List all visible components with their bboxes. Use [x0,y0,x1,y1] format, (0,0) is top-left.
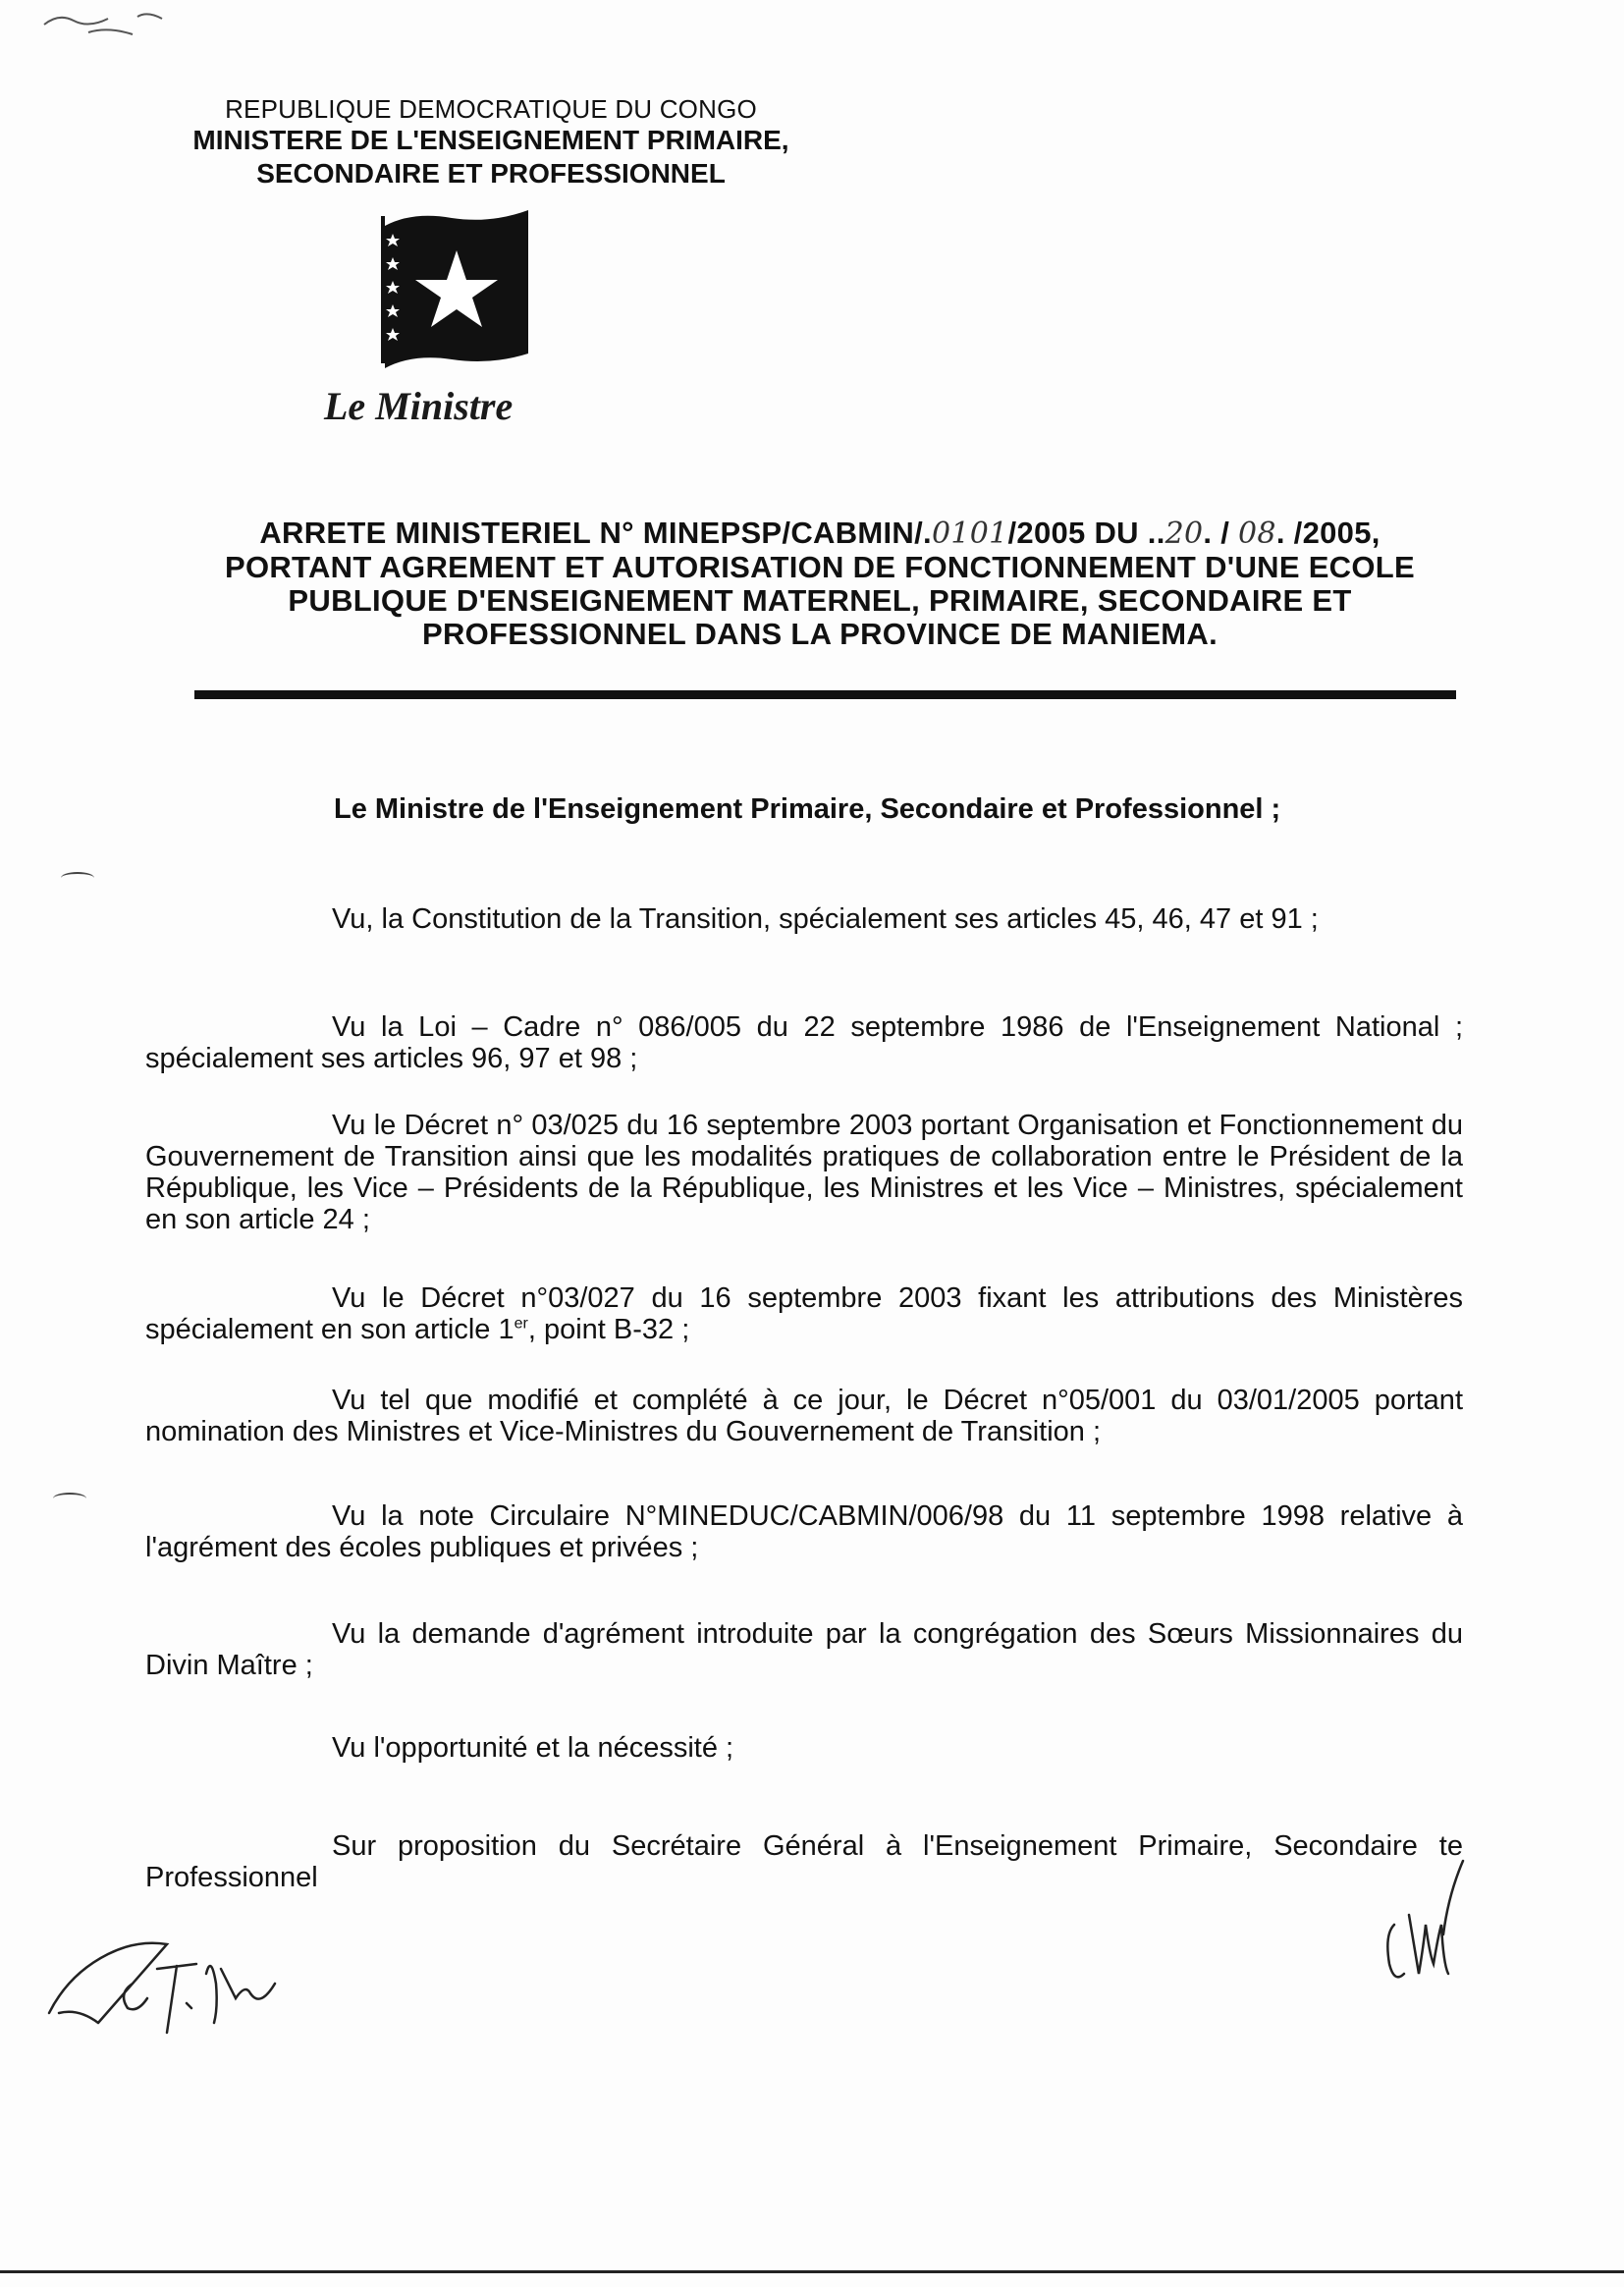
initials-signature-right [1365,1856,1483,2003]
paragraph-2: Vu la Loi – Cadre n° 086/005 du 22 septembre 1986 de l'Enseignement National ; spécialement ses articles 96, 97 et 98 ; [145,1011,1463,1074]
letterhead [147,94,835,191]
ministry-name-line2: SECONDAIRE ET PROFESSIONNEL [256,158,726,189]
page-bottom-edge [0,2270,1624,2273]
margin-mark [53,1493,86,1504]
initials-signature-left [39,1915,295,2042]
decree-title-line4: PROFESSIONNEL DANS LA PROVINCE DE MANIEMA. [421,617,1218,651]
paragraph-6: Vu la note Circulaire N°MINEDUC/CABMIN/006/98 du 11 septembre 1998 relative à l'agrément des écoles publiques et privées ; [145,1500,1463,1563]
paragraph-5: Vu tel que modifié et complété à ce jour, le Décret n°05/001 du 03/01/2005 portant nomination des Ministres et Vice-Ministres du Gouvernement de Transition ; [145,1385,1463,1447]
decree-title-line3: PUBLIQUE D'ENSEIGNEMENT MATERNEL, PRIMAIRE, SECONDAIRE ET [288,583,1352,618]
handwritten-date-day: 20 [1164,517,1204,551]
flag-emblem-icon [373,206,540,373]
intro-line: Le Ministre de l'Enseignement Primaire, Secondaire et Professionnel ; [334,793,1281,825]
handwritten-date-month: 08 [1238,517,1276,551]
paragraph-3: Vu le Décret n° 03/025 du 16 septembre 2003 portant Organisation et Fonctionnement du Gouvernement de Transition ainsi que les modalités pratiques de collaboration entre le Président de la République, les Vice – Présidents de la République, les Ministres et les Vice – Ministres, spécialement en son article 24 ; [145,1110,1463,1235]
paragraph-7: Vu la demande d'agrément introduite par la congrégation des Sœurs Missionnaires du Divin Maître ; [145,1618,1463,1681]
paragraph-9: Sur proposition du Secrétaire Général à l'Enseignement Primaire, Secondaire te Professionnel [145,1830,1463,1893]
handwritten-decree-number: 0101 [931,517,1008,551]
paragraph-4: Vu le Décret n°03/027 du 16 septembre 2003 fixant les attributions des Ministères spécialement en son article 1er, point B-32 ; [145,1282,1463,1345]
decree-title [147,517,1492,651]
paragraph-8: Vu l'opportunité et la nécessité ; [332,1732,734,1764]
signatory-title: Le Ministre [324,384,514,428]
title-underline [194,690,1456,699]
decree-title-line2: PORTANT AGREMENT ET AUTORISATION DE FONCTIONNEMENT D'UNE ECOLE [224,550,1415,584]
republic-name: REPUBLIQUE DEMOCRATIQUE DU CONGO [225,94,757,124]
margin-mark [61,872,94,884]
decree-title-line1: ARRETE MINISTERIEL N° MINEPSP/CABMIN/.0101/2005 DU ..20. / 08. /2005, [259,516,1380,551]
paragraph-1: Vu, la Constitution de la Transition, spécialement ses articles 45, 46, 47 et 91 ; [332,903,1319,935]
ministry-name-line1: MINISTERE DE L'ENSEIGNEMENT PRIMAIRE, [192,125,789,155]
top-scribble-mark [39,5,167,44]
